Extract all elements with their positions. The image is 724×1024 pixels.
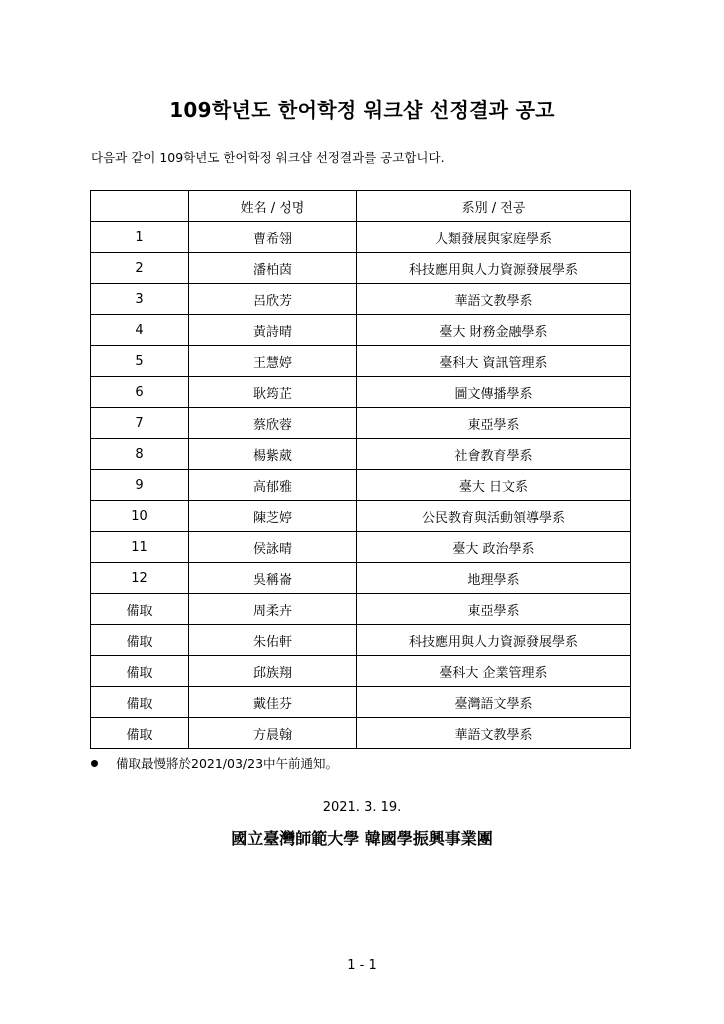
table-row [91, 253, 631, 284]
row-number: 6 [91, 377, 189, 408]
table-row [91, 718, 631, 749]
row-number: 10 [91, 501, 189, 532]
row-number: 11 [91, 532, 189, 563]
row-number: 8 [91, 439, 189, 470]
row-number: 9 [91, 470, 189, 501]
table-row [91, 594, 631, 625]
row-number: 12 [91, 563, 189, 594]
note-text: 備取最慢將於2021/03/23中午前通知。 [116, 756, 339, 771]
department: 臺大 財務金融學系 [357, 315, 631, 346]
document-date: 2021. 3. 19. [322, 800, 402, 815]
document-title: 109학년도 한어학정 워크샵 선정결과 공고 [169, 98, 555, 122]
department: 臺科大 企業管理系 [357, 656, 631, 687]
row-number: 備取 [91, 687, 189, 718]
row-number: 備取 [91, 656, 189, 687]
table-row [91, 625, 631, 656]
table-row [91, 470, 631, 501]
department: 社會教育學系 [357, 439, 631, 470]
organization-name: 國立臺灣師範大學 韓國學振興事業團 [231, 829, 493, 848]
table-row [91, 501, 631, 532]
row-number: 3 [91, 284, 189, 315]
department: 東亞學系 [357, 594, 631, 625]
student-name: 耿筠芷 [189, 377, 357, 408]
student-name: 邱族翔 [189, 656, 357, 687]
header-number [91, 191, 189, 222]
table-row [91, 687, 631, 718]
table-row [91, 656, 631, 687]
row-number: 4 [91, 315, 189, 346]
student-name: 吳稱崙 [189, 563, 357, 594]
table-row [91, 346, 631, 377]
department: 臺大 政治學系 [357, 532, 631, 563]
student-name: 周柔卉 [189, 594, 357, 625]
intro-text: 다음과 같이 109학년도 한어학정 워크샵 선정결과를 공고합니다. [91, 150, 445, 165]
student-name: 曹希翎 [189, 222, 357, 253]
department: 科技應用與人力資源發展學系 [357, 253, 631, 284]
student-name: 侯詠晴 [189, 532, 357, 563]
department: 人類發展與家庭學系 [357, 222, 631, 253]
department: 地理學系 [357, 563, 631, 594]
table-row [91, 284, 631, 315]
row-number: 備取 [91, 625, 189, 656]
row-number: 7 [91, 408, 189, 439]
table-row [91, 439, 631, 470]
student-name: 王慧婷 [189, 346, 357, 377]
row-number: 5 [91, 346, 189, 377]
department: 東亞學系 [357, 408, 631, 439]
department: 公民教育與活動領導學系 [357, 501, 631, 532]
student-name: 楊紫葳 [189, 439, 357, 470]
student-name: 戴佳芬 [189, 687, 357, 718]
department: 華語文教學系 [357, 284, 631, 315]
department: 臺科大 資訊管理系 [357, 346, 631, 377]
row-number: 備取 [91, 718, 189, 749]
page-number: 1 - 1 [347, 958, 377, 973]
student-name: 朱佑軒 [189, 625, 357, 656]
department: 華語文教學系 [357, 718, 631, 749]
department: 科技應用與人力資源發展學系 [357, 625, 631, 656]
table-row [91, 377, 631, 408]
table-row [91, 532, 631, 563]
header-department: 系別 / 전공 [357, 191, 631, 222]
student-name: 蔡欣蓉 [189, 408, 357, 439]
student-name: 方晨翰 [189, 718, 357, 749]
row-number: 2 [91, 253, 189, 284]
table-row [91, 315, 631, 346]
department: 臺灣語文學系 [357, 687, 631, 718]
note [91, 754, 338, 772]
department: 圖文傳播學系 [357, 377, 631, 408]
results-table [90, 190, 631, 749]
student-name: 陳芝婷 [189, 501, 357, 532]
header-name: 姓名 / 성명 [189, 191, 357, 222]
table-row [91, 408, 631, 439]
student-name: 呂欣芳 [189, 284, 357, 315]
table-row [91, 222, 631, 253]
student-name: 黃詩晴 [189, 315, 357, 346]
table-header-row [91, 191, 631, 222]
department: 臺大 日文系 [357, 470, 631, 501]
student-name: 潘柏茵 [189, 253, 357, 284]
row-number: 1 [91, 222, 189, 253]
table-row [91, 563, 631, 594]
table-body [91, 222, 631, 749]
bullet-icon [91, 760, 98, 767]
student-name: 高郁雅 [189, 470, 357, 501]
row-number: 備取 [91, 594, 189, 625]
